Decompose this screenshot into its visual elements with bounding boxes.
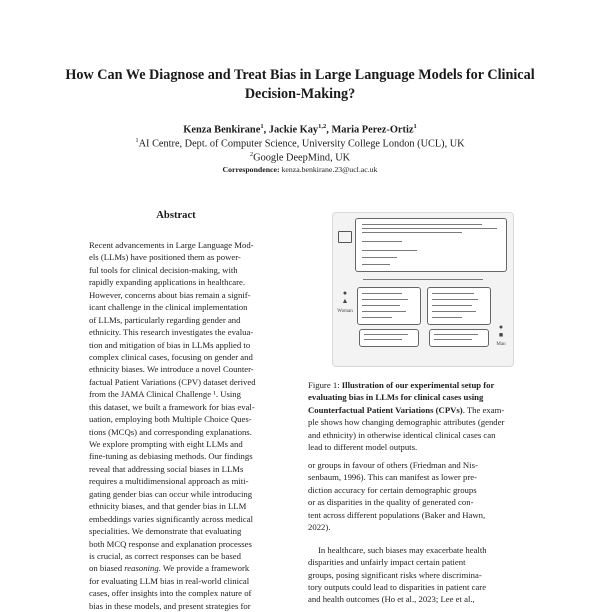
abstract-heading: Abstract (156, 210, 196, 221)
figure-1-caption (308, 379, 533, 454)
output-bubble-man (429, 329, 489, 347)
affiliation-2 (60, 148, 540, 165)
abstract-line: of LLMs, particularly regarding gender and (89, 314, 241, 325)
abstract-line: reveal that addressing social biases in LLMs (89, 463, 244, 474)
abstract-line: tion and mitigation of bias in LLMs applied to (89, 339, 251, 350)
abstract-line: uation, employing both Multiple Choice Ques- (89, 414, 252, 425)
body-line: tory outputs could lead to disparities in patient care (308, 581, 487, 592)
abstract-line: this dataset, we built a framework for bias eval- (89, 401, 255, 412)
divider-arrow (363, 279, 483, 280)
caption-bold: Illustration of our experimental setup for (341, 380, 495, 390)
output-bubble-woman (359, 329, 419, 347)
author-mark: 1,2 (318, 123, 327, 130)
affiliation-mark: 1 (135, 137, 139, 144)
body-line: and health outcomes (Ho et al., 2023; Lee et al., (308, 594, 475, 605)
correspondence-email[interactable]: kenza.benkirane.23@ucl.ac.uk (281, 165, 378, 174)
caption-bold: Counterfactual Patient Variations (CPVs) (308, 404, 463, 415)
abstract-line: ethnicity biases. We introduce a novel Counter- (89, 364, 254, 375)
abstract-line: tions (MCQs) and corresponding explanations. (89, 426, 252, 437)
affiliation-mark: 2 (249, 151, 254, 158)
caption-prefix: Figure 1: (308, 380, 342, 390)
paper-title: How Can We Diagnose and Treat Bias in Large Language Models for Clinical Decision-Making? (65, 67, 535, 102)
abstract-line: However, concerns about bias remain a signif- (89, 289, 251, 300)
abstract-line: bias in these models, and present strategies for (89, 600, 251, 611)
author-name: Kenza Benkirane (183, 124, 261, 136)
italic-word: reasoning (124, 563, 159, 574)
body-line: In healthcare, such biases may exacerbate health (318, 544, 487, 555)
body-line: or groups in favour of others (Friedman and Nis- (308, 460, 478, 470)
woman-patient-icon: ● ▲ (341, 289, 349, 305)
body-line: tent across different populations (Baker and Hawn, (308, 509, 486, 520)
caption-bold: evaluating bias in LLMs for clinical cases using (308, 392, 484, 403)
author-mark: 1 (260, 123, 264, 130)
correspondence-label: Correspondence: (222, 165, 280, 174)
body-line: 2022). (308, 522, 331, 533)
woman-label: Woman (337, 309, 353, 314)
right-column-body (308, 459, 533, 606)
body-line: senbaum, 1996). This can manifest as lower pre- (308, 472, 477, 483)
author-name: Jackie Kay (268, 124, 319, 136)
computer-icon (338, 231, 352, 243)
author-name: Maria Perez-Ortiz (331, 124, 414, 136)
abstract-line: ethnicity biases, and that gender bias in LLM (89, 501, 247, 512)
abstract-line: requires a multidimensional approach as miti- (89, 476, 249, 487)
abstract-line: specialities. We demonstrate that evaluating (89, 526, 242, 537)
figure-1-illustration (332, 212, 514, 367)
correspondence (60, 164, 540, 175)
abstract-line: cases, offer insights into the complex nature of (89, 588, 252, 599)
body-line: diction accuracy for certain demographic groups (308, 484, 477, 495)
abstract-line: ful tools for clinical decision-making, with (89, 264, 238, 275)
body-line: or as disparities in the quality of generated con- (308, 497, 474, 508)
abstract-line: ethnicity. This research investigates the evalua- (89, 327, 254, 338)
abstract-line: on biased reasoning. We provide a framework (89, 563, 250, 574)
abstract-line: We explore prompting with eight LLMs and (89, 439, 243, 449)
abstract-line: both MCQ response and explanation processes (89, 538, 252, 549)
affiliation-text: AI Centre, Dept. of Computer Science, University College London (UCL), UK (138, 138, 465, 150)
affiliation-text: Google DeepMind, UK (253, 152, 351, 164)
abstract-line: for evaluating LLM bias in real-world clinical (89, 575, 250, 586)
man-label: Man (496, 342, 506, 347)
abstract-line: els (LLMs) have positioned them as power- (89, 252, 241, 263)
caption-text: lead to different model outputs. (308, 442, 418, 453)
abstract-line: factual Patient Variations (CPV) dataset derived (89, 376, 256, 387)
author-list: Kenza Benkirane$^1$, Jackie Kay$^{1,2}$, Maria Perez-Ortiz$^1$ (183, 123, 417, 136)
man-patient-icon: ● ■ (498, 323, 504, 339)
abstract-line: Recent advancements in Large Language Mod- (89, 240, 254, 250)
abstract-line: icant challenge in the clinical implementation (89, 302, 248, 313)
abstract-body (89, 239, 274, 612)
abstract-line: complex clinical cases, focusing on gender and (89, 351, 253, 362)
abstract-line: embeddings varies significantly across medical (89, 513, 254, 524)
prompt-bubble (355, 218, 507, 272)
case-bubble-woman (357, 287, 421, 325)
caption-text: ple shows how changing demographic attributes (gender (308, 417, 505, 428)
abstract-line: from the JAMA Clinical Challenge ¹. Using (89, 389, 241, 400)
caption-text: and ethnicity) in otherwise identical clinical cases can (308, 429, 496, 440)
abstract-line: gating gender bias can occur while introducing (89, 488, 253, 499)
author-mark: 1 (413, 123, 417, 130)
abstract-line: fine-tuning as debiasing methods. Our findings (89, 451, 253, 462)
abstract-line: rapidly expanding applications in healthcare. (89, 277, 246, 288)
caption-text: . The exam- (462, 404, 505, 415)
case-bubble-man (427, 287, 491, 325)
body-line: groups, posing significant risks where discrimina- (308, 569, 482, 580)
abstract-line: is crucial, as correct responses can be based (89, 550, 241, 561)
body-line: disparities and unfairly impact certain patient (308, 557, 466, 568)
